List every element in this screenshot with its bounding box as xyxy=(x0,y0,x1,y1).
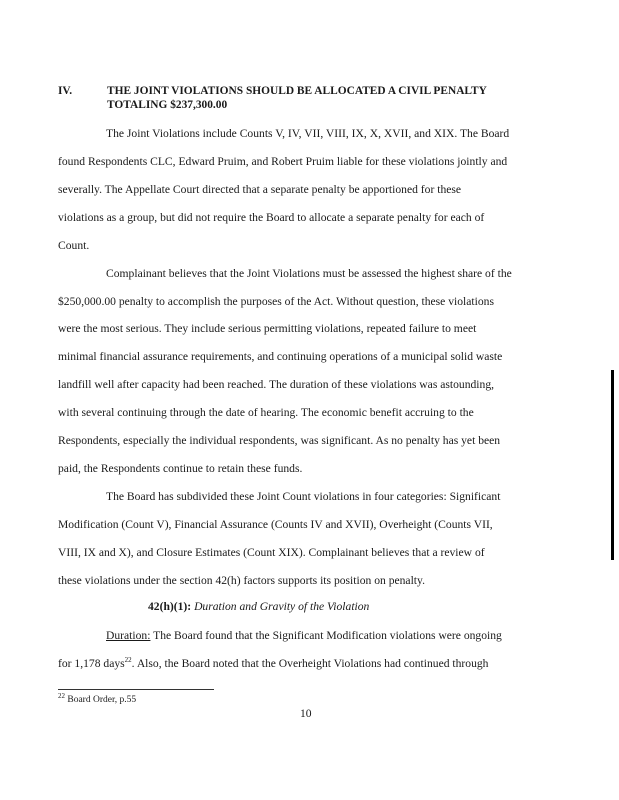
paragraph-4-text: for 1,178 days xyxy=(58,657,125,670)
page-number: 10 xyxy=(300,707,312,720)
paragraph-2-line: paid, the Respondents continue to retain these funds. xyxy=(58,462,303,475)
section-title xyxy=(107,84,547,112)
section-number: IV. xyxy=(58,85,73,97)
paragraph-3-line: The Board has subdivided these Joint Count violations in four categories: Significant xyxy=(106,490,501,503)
paragraph-1-line: violations as a group, but did not require the Board to allocate a separate penalty for each of xyxy=(58,211,485,224)
paragraph-3-line: Modification (Count V), Financial Assurance (Counts IV and XVII), Overheight (Counts VII, xyxy=(58,518,493,531)
paragraph-1-line: The Joint Violations include Counts V, IV, VII, VIII, IX, X, XVII, and XIX. The Board xyxy=(106,127,510,140)
paragraph-3-line: these violations under the section 42(h) factors supports its position on penalty. xyxy=(58,574,425,587)
subheading xyxy=(148,600,369,614)
paragraph-2-line: landfill well after capacity had been reached. The duration of these violations was astounding, xyxy=(58,378,495,391)
paragraph-2-line: were the most serious. They include serious permitting violations, repeated failure to meet xyxy=(58,322,477,335)
footnote-number: 22 xyxy=(58,691,65,700)
section-title-line-1: THE JOINT VIOLATIONS SHOULD BE ALLOCATED A CIVIL PENALTY xyxy=(107,85,487,97)
footnote-divider xyxy=(58,689,214,690)
footnote xyxy=(58,691,137,706)
paragraph-3-line: VIII, IX and X), and Closure Estimates (Count XIX). Complainant believes that a review of xyxy=(58,546,485,559)
paragraph-2-line: with several continuing through the date of hearing. The economic benefit accruing to the xyxy=(58,406,474,419)
subheading-title: Duration and Gravity of the Violation xyxy=(194,600,370,613)
footnote-reference: 22 xyxy=(124,656,132,665)
paragraph-4-line xyxy=(58,657,488,671)
paragraph-4-text: The Board found that the Significant Modification violations were ongoing xyxy=(150,629,502,642)
paragraph-2-line: minimal financial assurance requirements, and continuing operations of a municipal solid waste xyxy=(58,350,503,363)
paragraph-1-line: found Respondents CLC, Edward Pruim, and Robert Pruim liable for these violations jointly and xyxy=(58,155,508,168)
paragraph-2-line: Respondents, especially the individual respondents, was significant. As no penalty has yet been xyxy=(58,434,501,447)
margin-change-bar xyxy=(611,370,614,560)
paragraph-4-line xyxy=(106,629,502,643)
duration-label: Duration: xyxy=(106,629,151,642)
paragraph-2-line: $250,000.00 penalty to accomplish the purposes of the Act. Without question, these violations xyxy=(58,295,494,308)
paragraph-1-line: severally. The Appellate Court directed that a separate penalty be apportioned for these xyxy=(58,183,462,196)
paragraph-2-line: Complainant believes that the Joint Violations must be assessed the highest share of the xyxy=(106,267,512,280)
subheading-number: 42(h)(1): xyxy=(148,600,192,613)
paragraph-1-line: Count. xyxy=(58,239,90,252)
paragraph-4-text: . Also, the Board noted that the Overheight Violations had continued through xyxy=(131,657,489,670)
footnote-text: Board Order, p.55 xyxy=(65,695,137,705)
section-title-line-2: TOTALING $237,300.00 xyxy=(107,99,228,111)
